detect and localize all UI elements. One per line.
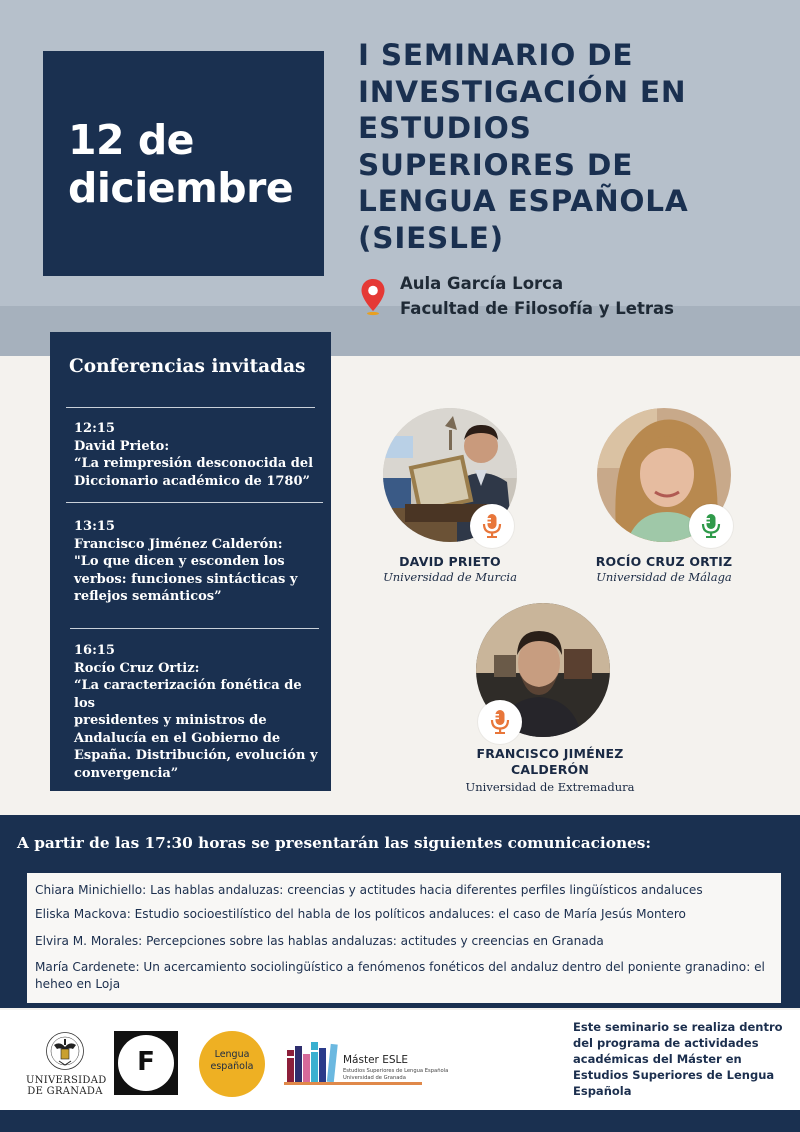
seminar-title bbox=[358, 37, 788, 257]
title-line: I SEMINARIO DE bbox=[358, 38, 634, 72]
title-line: (SIESLE) bbox=[358, 220, 504, 255]
lengua-line: española bbox=[210, 1061, 254, 1072]
talk-time: 16:15 bbox=[74, 643, 115, 658]
title-line: INVESTIGACIÓN EN bbox=[358, 74, 687, 109]
microphone-icon bbox=[489, 709, 511, 735]
ugr-line: UNIVERSIDAD bbox=[26, 1075, 107, 1086]
talk-title: “La reimpresión desconocida del Diccionario académico de 1780” bbox=[74, 456, 314, 489]
faculty-logo-letter: F bbox=[137, 1047, 155, 1077]
divider bbox=[66, 407, 315, 408]
books-shelf bbox=[284, 1082, 422, 1085]
esle-sub-line: Estudios Superiores de Lengua Española bbox=[343, 1068, 449, 1074]
ugr-line: DE GRANADA bbox=[27, 1086, 103, 1097]
list-item: María Cardenete: Un acercamiento sociolingüístico a fenómenos fonéticos del andaluz dentro del poniente granadino: el heheo en Loja bbox=[35, 960, 765, 991]
divider bbox=[66, 502, 323, 503]
list-item: Chiara Minichiello: Las hablas andaluzas: creencias y actitudes hacia diferentes perfiles lingüísticos andaluces bbox=[35, 883, 703, 897]
title-line: ESTUDIOS bbox=[358, 111, 532, 146]
microphone-icon bbox=[700, 513, 722, 539]
microphone-badge bbox=[689, 504, 733, 548]
esle-subtitle bbox=[343, 1068, 448, 1081]
speaker-name: FRANCISCO JIMÉNEZ bbox=[476, 746, 624, 761]
microphone-icon bbox=[481, 513, 503, 539]
footer-note: Este seminario se realiza dentro del programa de actividades académicas del Máster en Estudios Superiores de Lengua Española bbox=[573, 1020, 783, 1098]
talk-time: 13:15 bbox=[74, 519, 115, 534]
talk-item bbox=[74, 518, 324, 606]
speaker-name: ROCÍO CRUZ ORTIZ bbox=[595, 554, 733, 569]
faculty-logo bbox=[114, 1031, 178, 1095]
lengua-line: Lengua bbox=[214, 1049, 250, 1060]
talk-title: “La caracterización fonética de los presidentes y ministros de Andalucía en el Gobierno de España. Distribución, evolución y convergencia” bbox=[74, 678, 318, 781]
microphone-badge bbox=[470, 504, 514, 548]
location-faculty: Facultad de Filosofía y Letras bbox=[400, 299, 674, 318]
speaker-affiliation: Universidad de Extremadura bbox=[465, 780, 635, 794]
lengua-logo-text bbox=[199, 1049, 265, 1073]
title-line: SUPERIORES DE bbox=[358, 147, 634, 182]
talk-item bbox=[74, 642, 324, 782]
speaker-affiliation: Universidad de Murcia bbox=[383, 570, 517, 584]
speaker-name: CALDERÓN bbox=[510, 762, 590, 777]
esle-sub-line: Universidad de Granada bbox=[343, 1074, 406, 1081]
ugr-logo-text bbox=[26, 1075, 107, 1097]
university-seal-icon bbox=[44, 1031, 86, 1071]
speaker-affiliation: Universidad de Málaga bbox=[596, 570, 732, 584]
communications-list bbox=[27, 873, 781, 1003]
conferences-panel bbox=[50, 332, 331, 791]
talk-title: "Lo que dicen y esconden los verbos: funciones sintácticas y reflejos semánticos” bbox=[74, 554, 298, 604]
communications-heading: A partir de las 17:30 horas se presentarán las siguientes comunicaciones: bbox=[17, 834, 652, 852]
location bbox=[400, 271, 674, 321]
date-line: 12 de bbox=[68, 115, 194, 164]
talk-speaker: Rocío Cruz Ortiz: bbox=[74, 660, 200, 676]
conferences-heading: Conferencias invitadas bbox=[69, 356, 306, 377]
date-line: diciembre bbox=[68, 163, 294, 212]
footer-bottom-band bbox=[0, 1110, 800, 1132]
list-item: Elvira M. Morales: Percepciones sobre las hablas andaluzas: actitudes y creencias en Granada bbox=[35, 934, 604, 948]
location-room: Aula García Lorca bbox=[400, 274, 564, 293]
list-item: Eliska Mackova: Estudio socioestilístico del habla de los políticos andaluces: el caso de María Jesús Montero bbox=[35, 907, 686, 921]
microphone-badge bbox=[478, 700, 522, 744]
talk-speaker: David Prieto: bbox=[74, 438, 170, 454]
books-icon bbox=[286, 1040, 338, 1084]
talk-item bbox=[74, 420, 324, 490]
talk-speaker: Francisco Jiménez Calderón: bbox=[74, 536, 283, 552]
date-box bbox=[43, 51, 324, 276]
speaker-name: DAVID PRIETO bbox=[399, 554, 501, 569]
talk-time: 12:15 bbox=[74, 421, 115, 436]
location-pin-icon bbox=[360, 278, 386, 316]
divider bbox=[70, 628, 319, 629]
title-line: LENGUA ESPAÑOLA bbox=[358, 184, 689, 219]
esle-title: Máster ESLE bbox=[343, 1054, 408, 1066]
